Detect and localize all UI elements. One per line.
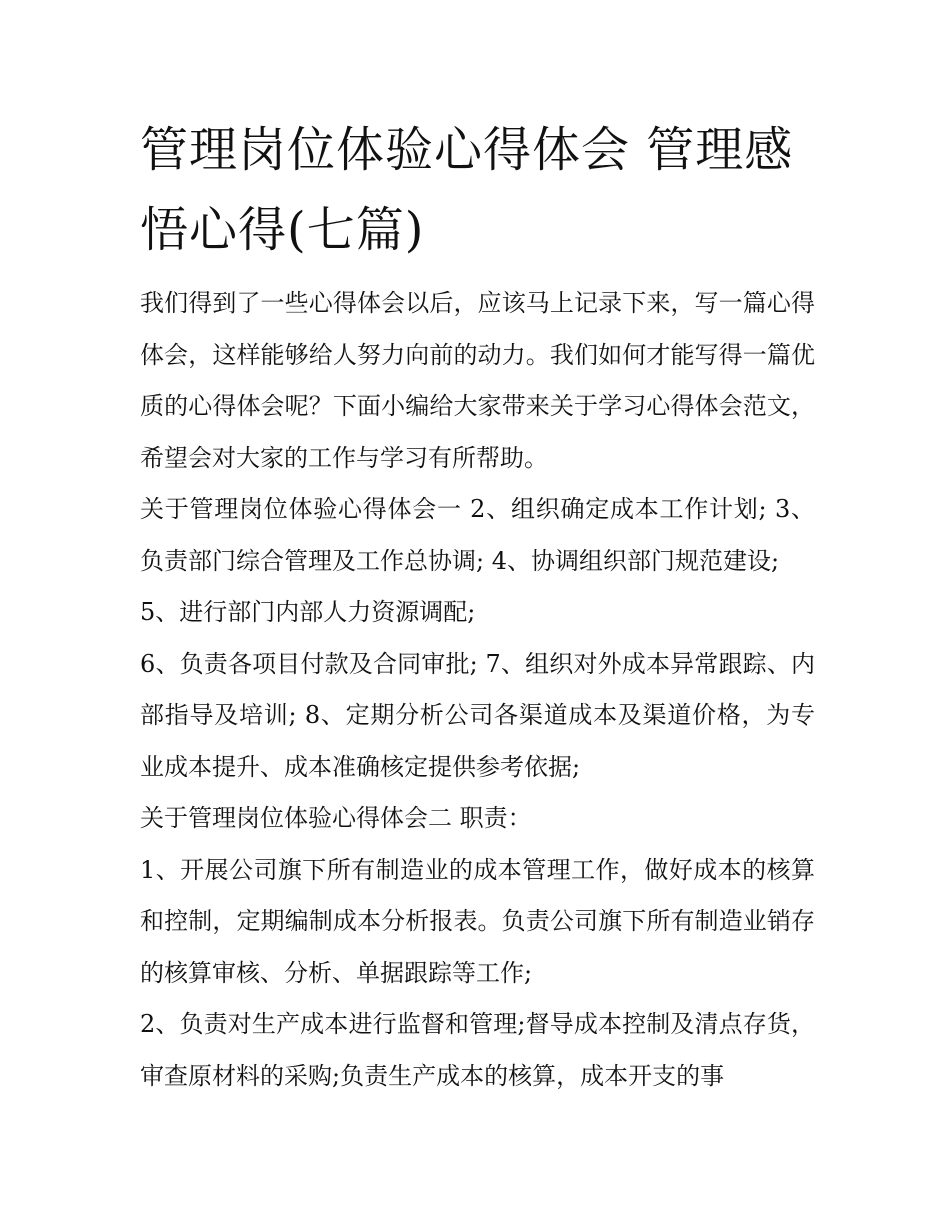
paragraph-section-one: 关于管理岗位体验心得体会一 2、组织确定成本工作计划; 3、负责部门综合管理及工作总协调; 4、协调组织部门规范建设; bbox=[140, 495, 815, 575]
paragraph-intro: 我们得到了一些心得体会以后，应该马上记录下来，写一篇心得体会，这样能够给人努力向前的动力。我们如何才能写得一篇优质的心得体会呢？下面小编给大家带来关于学习心得体会范文，希望会对大家的工作与学习有所帮助。 bbox=[140, 289, 815, 472]
paragraph-section-two: 关于管理岗位体验心得体会二 职责： bbox=[140, 804, 532, 832]
paragraph-duty-2: 2、负责对生产成本进行监督和管理;督导成本控制及清点存货，审查原材料的采购;负责生产成本的核算，成本开支的事 bbox=[140, 1010, 815, 1090]
paragraph-items-6-8: 6、负责各项目付款及合同审批; 7、组织对外成本异常跟踪、内部指导及培训; 8、定期分析公司各渠道成本及渠道价格，为专业成本提升、成本准确核定提供参考依据; bbox=[140, 649, 815, 781]
paragraph-item-5: 5、进行部门内部人力资源调配; bbox=[140, 598, 476, 626]
paragraph-duty-1: 1、开展公司旗下所有制造业的成本管理工作，做好成本的核算和控制，定期编制成本分析报表。负责公司旗下所有制造业销存的核算审核、分析、单据跟踪等工作; bbox=[140, 855, 815, 987]
document-page bbox=[140, 110, 815, 1102]
document-title: 管理岗位体验心得体会 管理感悟心得(七篇) bbox=[140, 122, 794, 258]
